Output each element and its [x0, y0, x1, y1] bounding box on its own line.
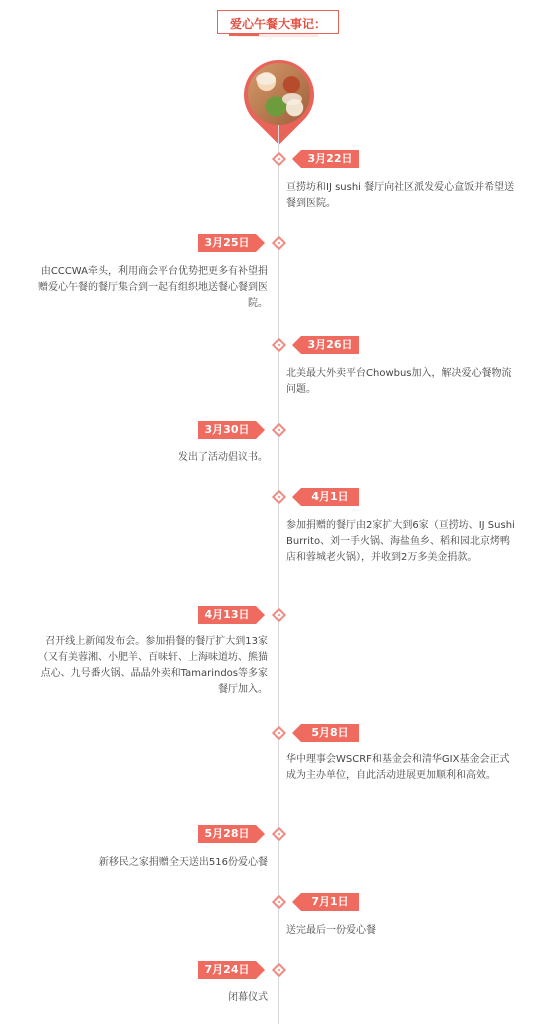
page-title-box — [217, 10, 339, 34]
event-date-tag: 4月13日 — [198, 606, 256, 624]
timeline-marker-icon — [272, 338, 286, 352]
event-date-tag: 5月8日 — [301, 724, 359, 742]
timeline-marker-icon — [272, 963, 286, 977]
event-description: 参加捐赠的餐厅由2家扩大到6家（亘捞坊、IJ Sushi Burrito、刘一手火锅、海盐鱼乡、稻和园北京烤鸭店和蓉城老火锅），并收到2万多美金捐款。 — [286, 520, 515, 563]
timeline-marker-icon — [272, 726, 286, 740]
event-description: 送完最后一份爱心餐 — [286, 925, 376, 936]
timeline-line — [278, 125, 279, 1024]
event-date-tag: 7月1日 — [301, 893, 359, 911]
event-description: 北美最大外卖平台Chowbus加入，解决爱心餐物流问题。 — [286, 368, 512, 395]
event-date-tag: 5月28日 — [198, 825, 256, 843]
event-date-tag: 7月24日 — [198, 961, 256, 979]
event-description: 闭幕仪式 — [228, 992, 268, 1003]
food-photo — [248, 63, 310, 125]
timeline-marker-icon — [272, 423, 286, 437]
timeline-marker-icon — [272, 236, 286, 250]
event-description: 华中理事会WSCRF和基金会和清华GIX基金会正式成为主办单位，自此活动进展更加顺利和高效。 — [286, 754, 510, 781]
event-description: 亘捞坊和IJ sushi 餐厅向社区派发爱心盒饭并希望送餐到医院。 — [286, 182, 515, 209]
event-description: 由CCCWA牵头，利用商会平台优势把更多有补望捐赠爱心午餐的餐厅集合到一起有组织地送餐心餐到医院。 — [38, 266, 268, 309]
event-date-tag: 3月26日 — [301, 336, 359, 354]
event-description: 新移民之家捐赠全天送出516份爱心餐 — [98, 857, 268, 868]
event-description: 召开线上新闻发布会。参加捐餐的餐厅扩大到13家（又有美蓉湘、小肥羊、百味轩、上海味道坊、熊猫点心、九号番火锅、晶晶外卖和Tamarindos等多家餐厅加入。 — [38, 636, 268, 695]
event-date-tag: 3月22日 — [301, 150, 359, 168]
timeline-marker-icon — [272, 895, 286, 909]
timeline-marker-icon — [272, 152, 286, 166]
event-date-tag: 3月30日 — [198, 421, 256, 439]
event-date-tag: 4月1日 — [301, 488, 359, 506]
event-date-tag: 3月25日 — [198, 234, 256, 252]
timeline-marker-icon — [272, 608, 286, 622]
event-description: 发出了活动倡议书。 — [178, 452, 268, 463]
title-underline — [229, 34, 259, 36]
timeline-marker-icon — [272, 827, 286, 841]
timeline-marker-icon — [272, 490, 286, 504]
page-title: 爱心午餐大事记： — [229, 17, 326, 31]
